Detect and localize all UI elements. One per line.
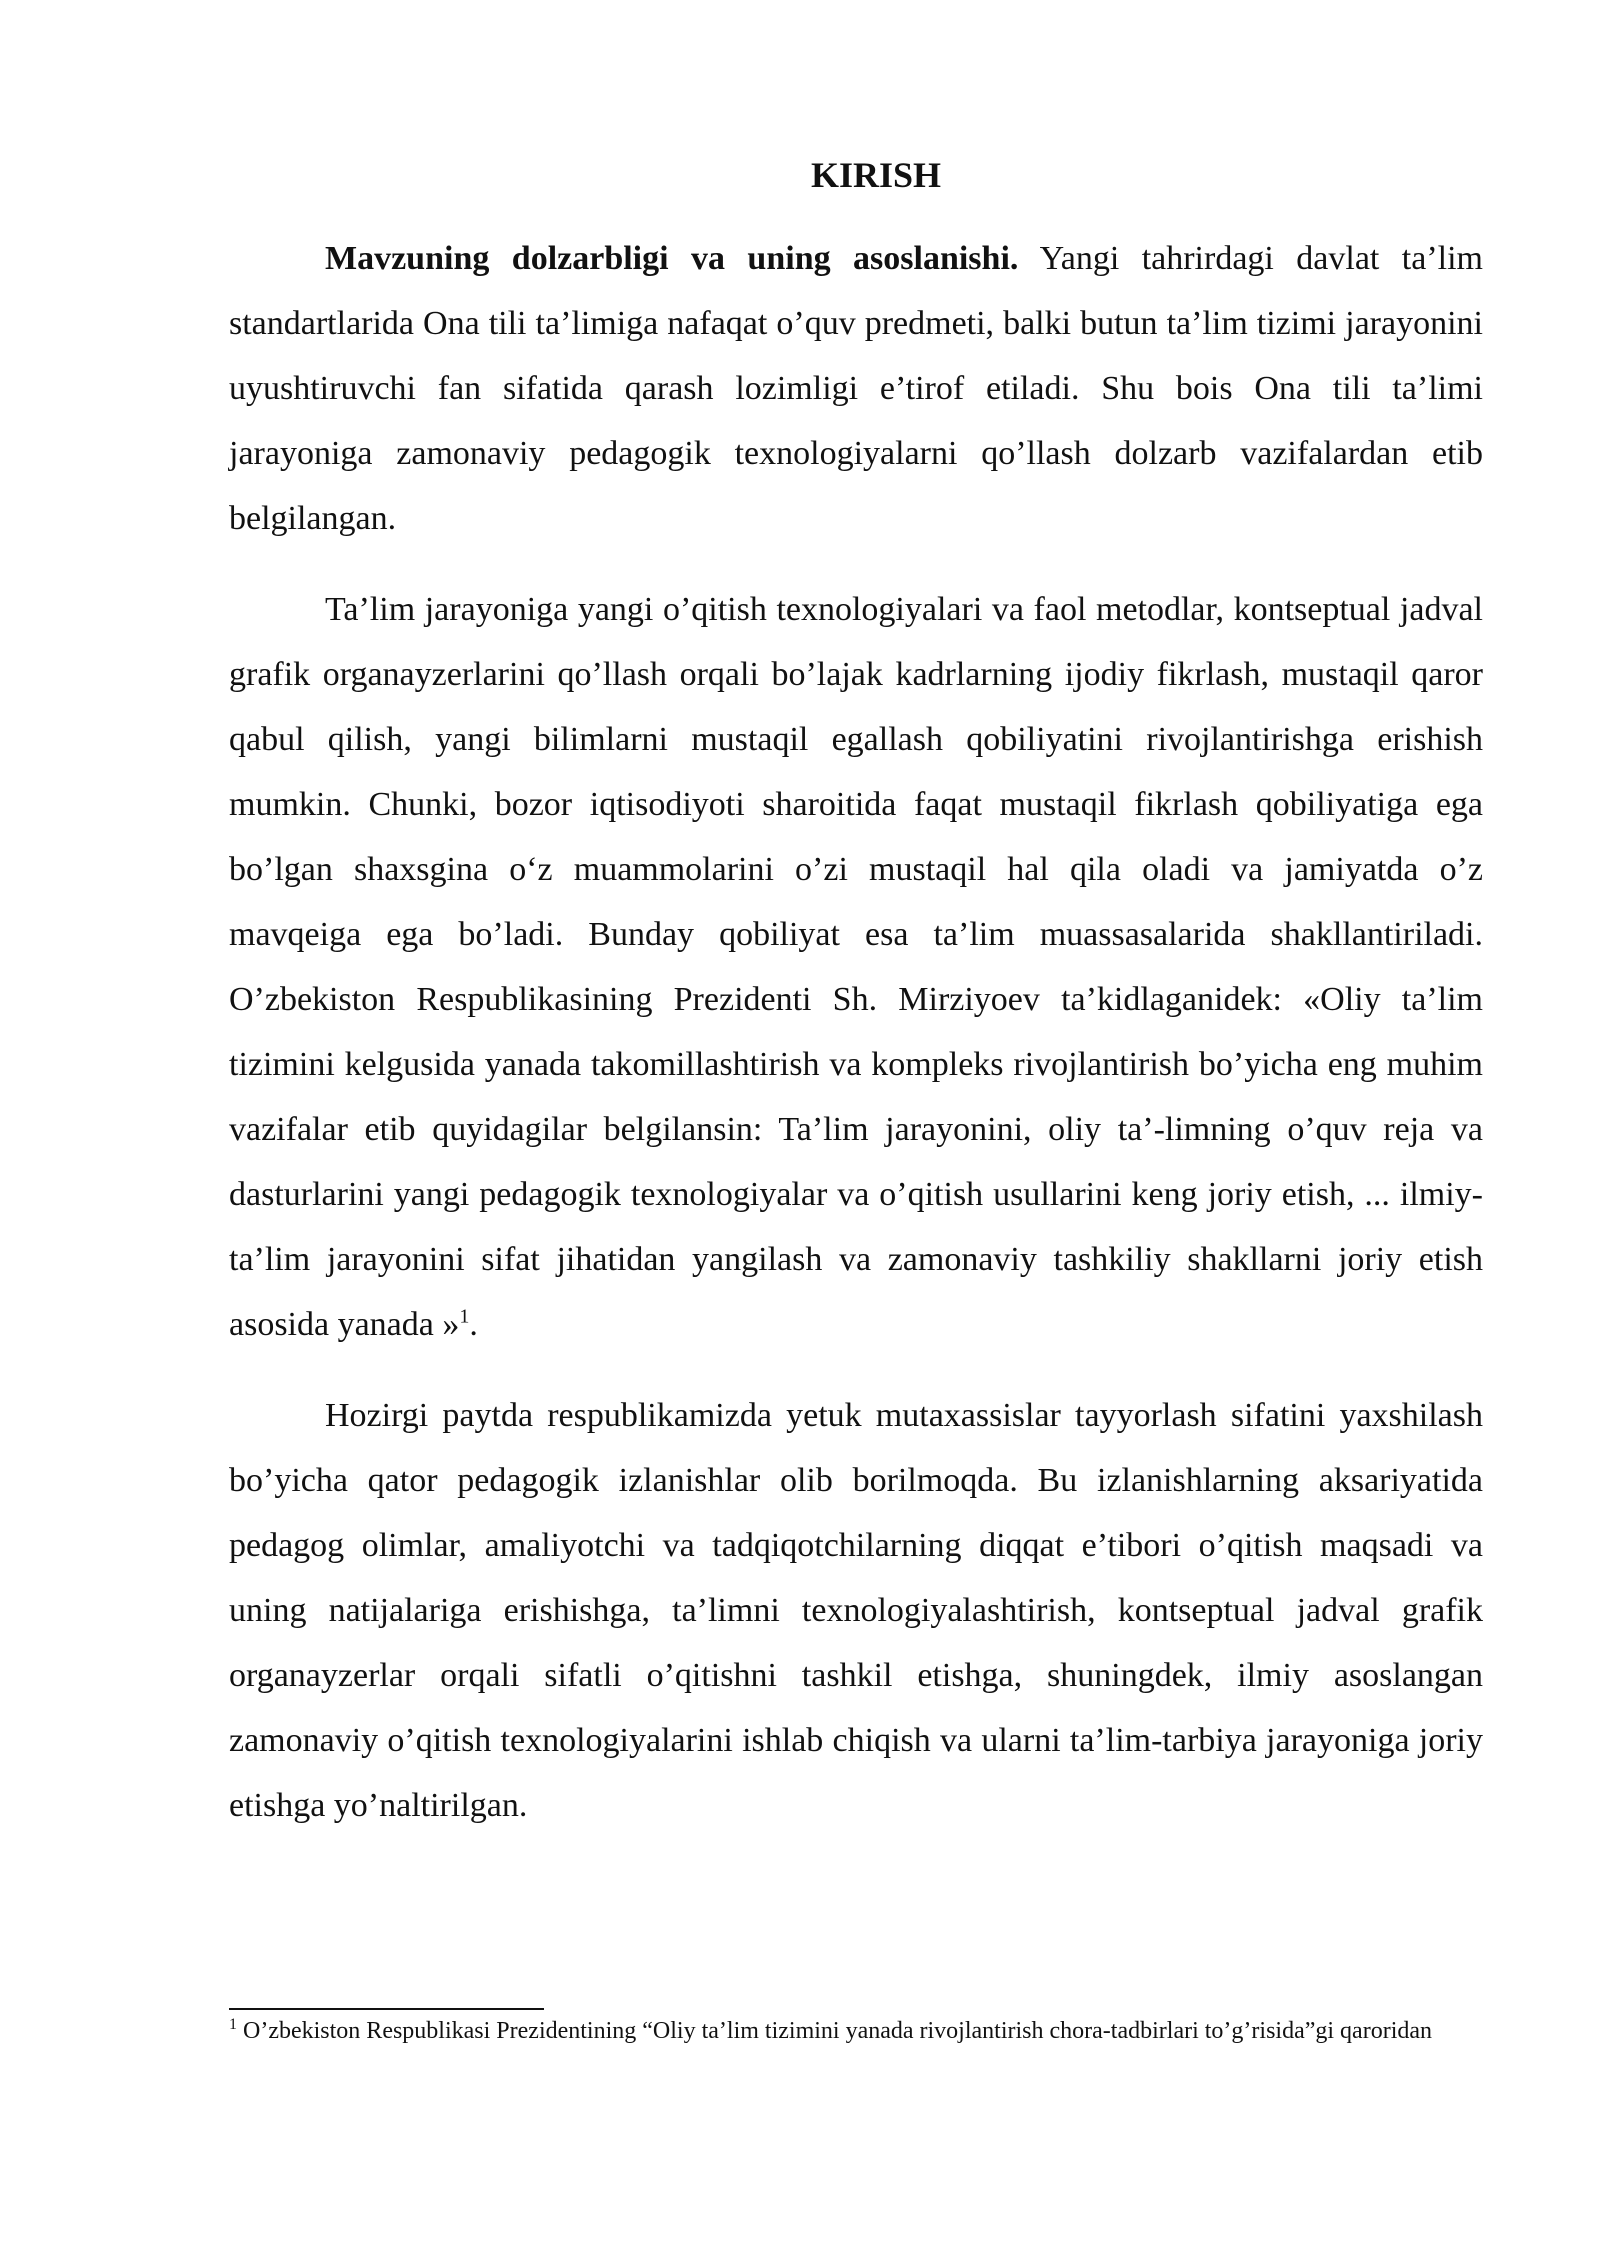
- paragraph-relevance: [229, 226, 1483, 551]
- footnote-number: 1: [229, 2016, 237, 2033]
- paragraph-lead: Mavzuning dolzarbligi va uning asoslanishi.: [325, 240, 1019, 277]
- footnote-separator: [229, 2008, 544, 2010]
- document-body: [229, 150, 1483, 1864]
- paragraph-text: Ta’lim jarayoniga yangi o’qitish texnologiyalari va faol metodlar, kontseptual jadval grafik organayzerlarini qo’llash orqali bo’lajak kadrlarning ijodiy fikrlash, mustaqil qaror qabul qilish, yangi bilimlarni mustaqil egallash qobiliyatini rivojlantirishga erishish mumkin. Chunki, bozor iqtisodiyoti sharoitida faqat mustaqil fikrlash qobiliyatiga ega bo’lgan shaxsgina o‘z muammolarini o’zi mustaqil hal qila oladi va jamiyatda o’z mavqeiga ega bo’ladi. Bunday qobiliyat esa ta’lim muassasalarida shakllantiriladi. O’zbekiston Respublikasining Prezidenti Sh. Mirziyoev ta’kidlaganidek: «Oliy ta’lim tizimini kelgusida yanada takomillashtirish va kompleks rivojlantirish bo’yicha eng muhim vazifalar etib quyidagilar belgilansin: Ta’lim jarayonini, oliy ta’-limning o’quv reja va dasturlarini yangi pedagogik texnologiyalar va o’qitish usullarini keng joriy etish, ... ilmiy-ta’lim jarayonini sifat jihatidan yangilash va zamonaviy tashkiliy shakllarni joriy etish asosida yanada »: [229, 591, 1483, 1343]
- page-title: KIRISH: [810, 155, 942, 195]
- footnote: [229, 2016, 1483, 2047]
- paragraph-teaching-technologies: [229, 577, 1483, 1357]
- paragraph-text: Yangi tahrirdagi davlat ta’lim standartlarida Ona tili ta’limiga nafaqat o’quv predmeti, balki butun ta’lim tizimi jarayonini uyushtiruvchi fan sifatida qarash lozimligi e’tirof etiladi. Shu bois Ona tili ta’limi jarayoniga zamonaviy pedagogik texnologiyalarni qo’llash dolzarb vazifalardan etib belgilangan.: [229, 240, 1483, 537]
- footnote-text: O’zbekiston Respublikasi Prezidentining “Oliy ta’lim tizimini yanada rivojlantirish chora-tadbirlari to’g’risida”gi qaroridan: [237, 2018, 1433, 2044]
- paragraph-current-research: [229, 1383, 1483, 1838]
- footnote-reference[interactable]: 1: [459, 1305, 470, 1328]
- paragraph-text: Hozirgi paytda respublikamizda yetuk mutaxassislar tayyorlash sifatini yaxshilash bo’yicha qator pedagogik izlanishlar olib borilmoqda. Bu izlanishlarning aksariyatida pedagog olimlar, amaliyotchi va tadqiqotchilarning diqqat e’tibori o’qitish maqsadi va uning natijalariga erishishga, ta’limni texnologiyalashtirish, kontseptual jadval grafik organayzerlar orqali sifatli o’qitishni tashkil etishga, shuningdek, ilmiy asoslangan zamonaviy o’qitish texnologiyalarini ishlab chiqish va ularni ta’lim-tarbiya jarayoniga joriy etishga yo’naltirilgan.: [229, 1397, 1483, 1824]
- paragraph-tail: .: [469, 1306, 478, 1343]
